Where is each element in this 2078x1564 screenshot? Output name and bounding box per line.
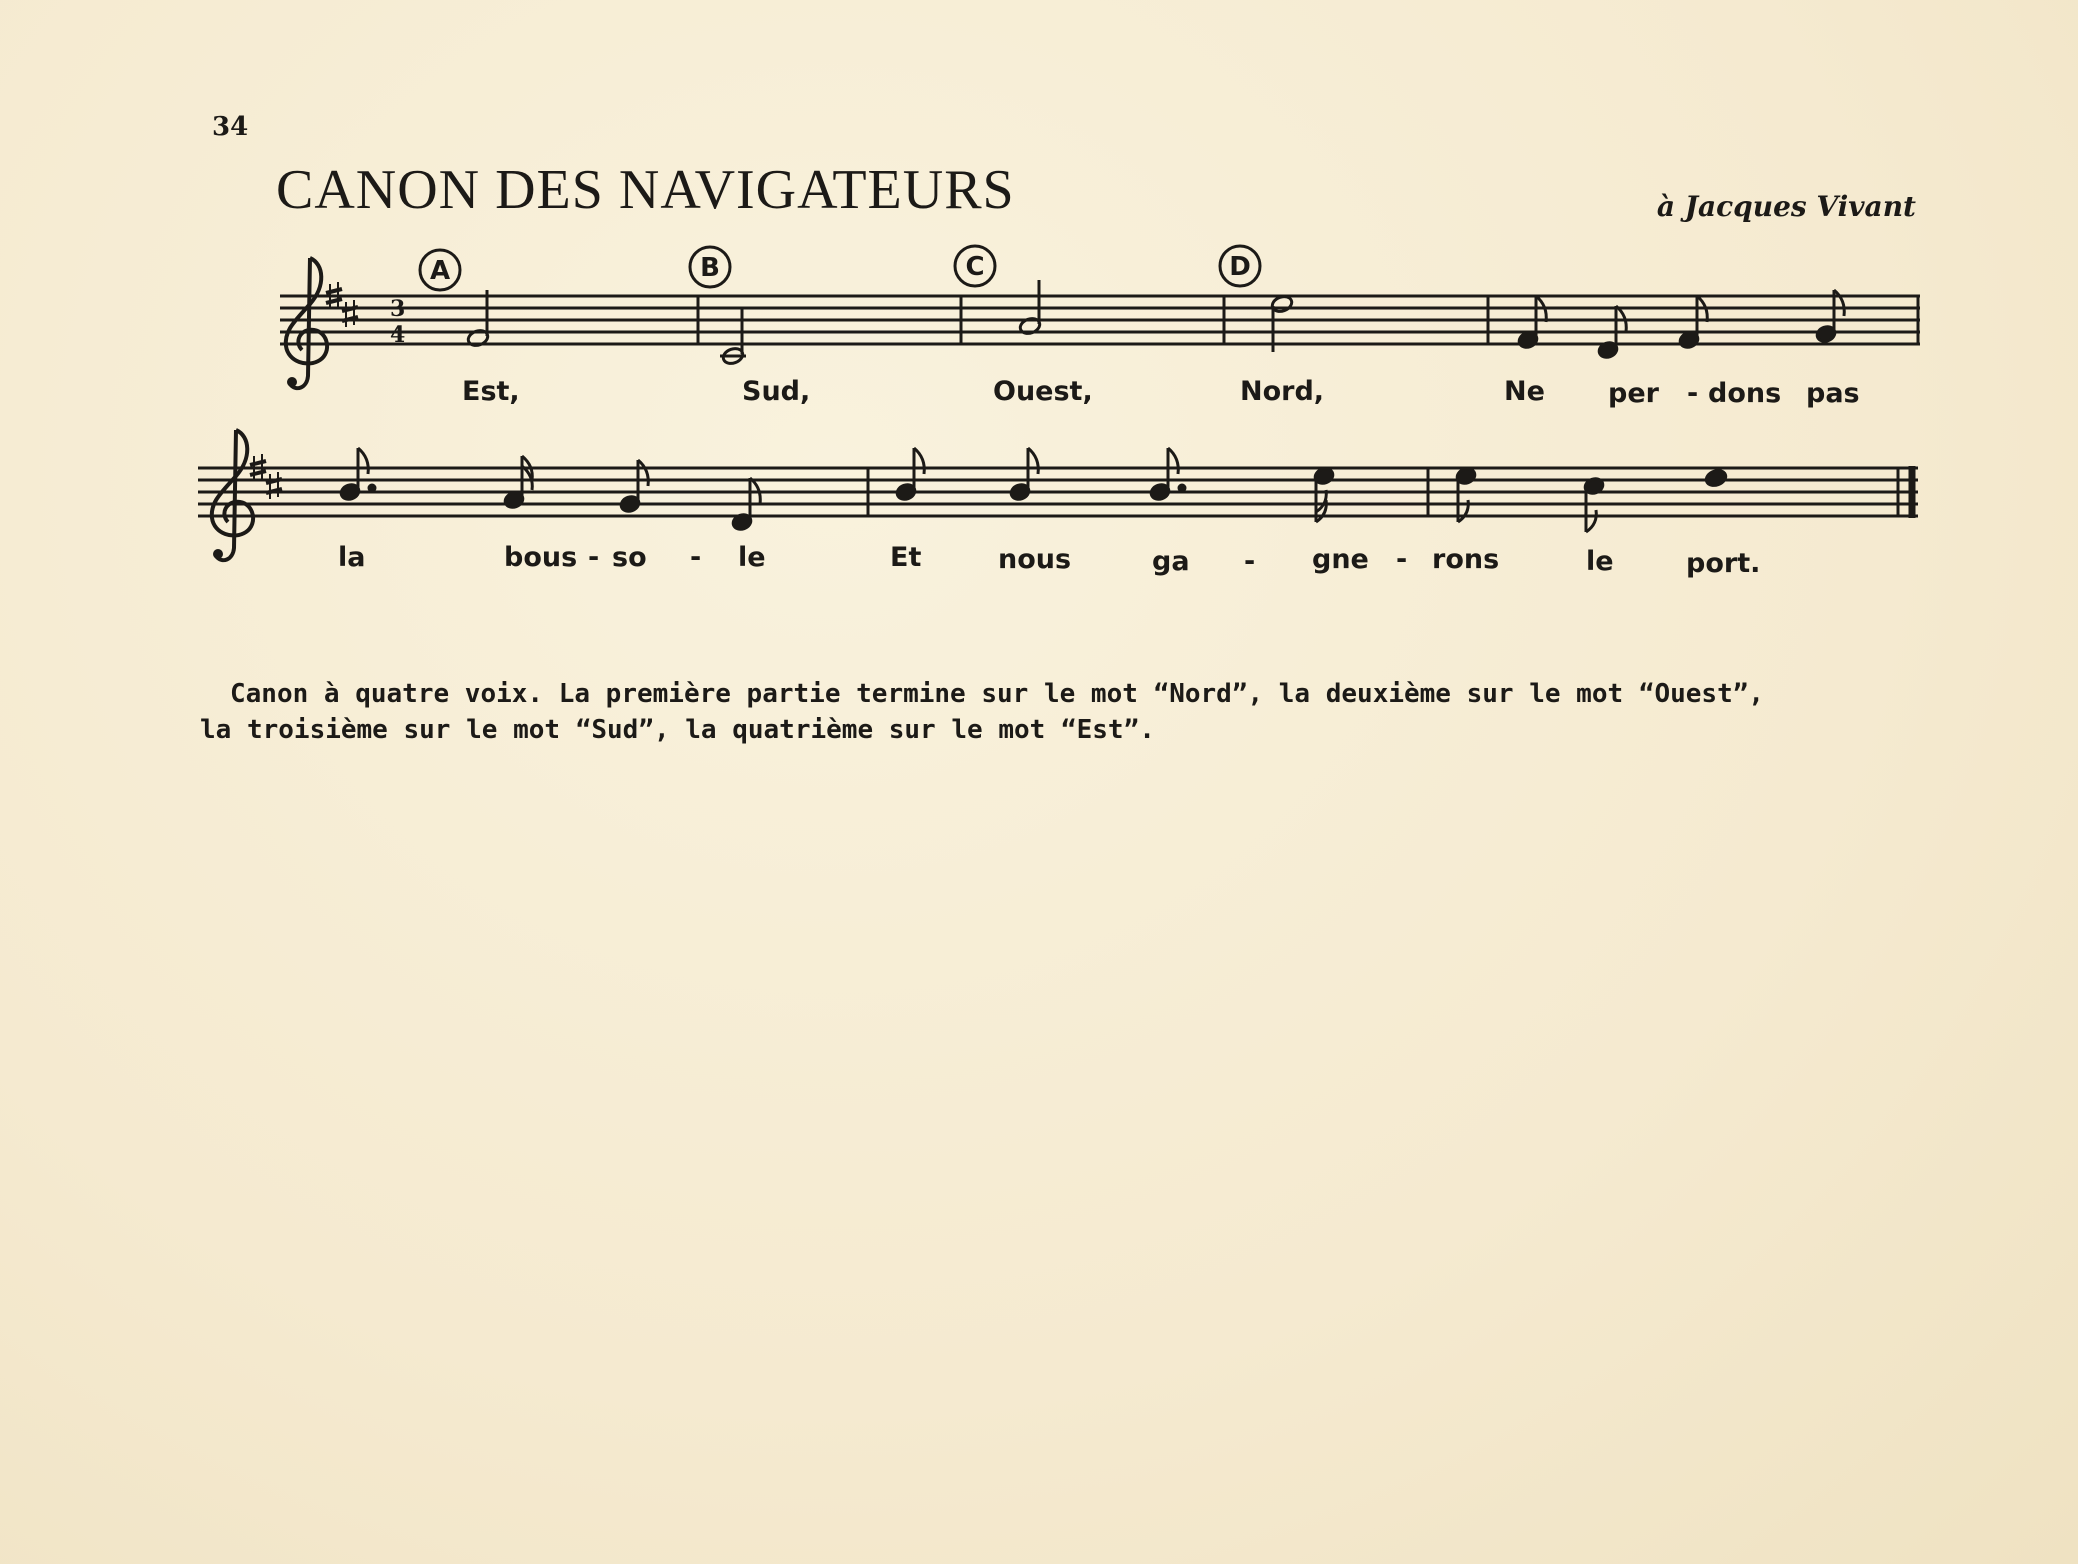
sharp-icon	[342, 300, 358, 327]
svg-text:so: so	[612, 542, 647, 573]
svg-text:ga: ga	[1152, 546, 1190, 577]
svg-text:la: la	[338, 542, 366, 573]
quarter-note	[1704, 468, 1728, 488]
svg-text:Et: Et	[890, 542, 922, 573]
svg-text:D: D	[1229, 252, 1251, 282]
svg-text:3: 3	[390, 296, 406, 322]
svg-text:-: -	[1396, 544, 1408, 575]
svg-text:le: le	[1586, 546, 1614, 577]
dotted-eighth-note	[1149, 448, 1185, 502]
time-signature	[390, 296, 405, 348]
performance-note-line-2: la troisième sur le mot “Sud”, la quatrième sur le mot “Est”.	[200, 715, 1155, 745]
lyrics-system-1	[462, 376, 1860, 409]
svg-text:C: C	[965, 252, 985, 282]
svg-text:-: -	[1244, 546, 1256, 577]
performance-note	[200, 676, 1940, 748]
treble-clef-icon	[286, 258, 327, 388]
svg-text:Nord,: Nord,	[1240, 376, 1325, 407]
svg-text:4: 4	[390, 322, 406, 348]
staff-system-2	[198, 430, 1918, 579]
eighth-note	[1517, 296, 1546, 350]
notes-system-2	[339, 448, 1728, 532]
eighth-note	[1009, 448, 1038, 502]
sixteenth-note	[1313, 466, 1335, 522]
performance-note-line-1: Canon à quatre voix. La première partie termine sur le mot “Nord”, la deuxième sur le mot “Ouest”,	[230, 679, 1765, 709]
svg-text:Sud,: Sud,	[742, 376, 811, 407]
eighth-note	[1815, 290, 1844, 344]
svg-text:Ne: Ne	[1504, 376, 1545, 407]
rehearsal-mark-d	[1220, 246, 1260, 286]
svg-text:nous: nous	[998, 544, 1072, 575]
rehearsal-mark-c	[955, 246, 995, 286]
lyrics-system-2	[338, 542, 1760, 579]
svg-text:bous: bous	[504, 542, 578, 573]
svg-text:Ouest,: Ouest,	[993, 376, 1093, 407]
svg-text:-: -	[690, 542, 702, 573]
svg-text:Est,: Est,	[462, 376, 520, 407]
eighth-note	[1678, 296, 1707, 350]
rehearsal-mark-b	[690, 247, 730, 287]
sixteenth-note	[503, 456, 532, 510]
dotted-eighth-note	[339, 448, 375, 502]
svg-text:rons: rons	[1432, 544, 1500, 575]
sharp-icon	[266, 472, 282, 499]
eighth-notes-system-1	[1517, 290, 1844, 360]
svg-text:-: -	[1687, 378, 1699, 409]
page-number: 34	[212, 112, 249, 142]
svg-text:B: B	[700, 253, 720, 283]
half-note	[720, 308, 746, 366]
dotted-eighth-note	[1455, 466, 1477, 522]
svg-text:A: A	[429, 256, 451, 286]
eighth-note	[895, 448, 924, 502]
svg-text:port.: port.	[1686, 548, 1761, 579]
notes-system-1	[466, 280, 1294, 366]
svg-text:le: le	[738, 542, 766, 573]
staff-system-1	[280, 246, 1920, 409]
svg-text:gne: gne	[1312, 544, 1369, 575]
staff-lines-2	[198, 468, 1918, 516]
page-title: CANON DES NAVIGATEURS	[276, 159, 1015, 221]
staff-lines-1	[280, 296, 1920, 344]
svg-text:-: -	[588, 542, 600, 573]
svg-text:pas: pas	[1806, 378, 1860, 409]
dedication: à Jacques Vivant	[1656, 190, 1916, 223]
treble-clef-icon	[212, 430, 253, 560]
svg-text:per: per	[1608, 378, 1659, 409]
svg-text:dons: dons	[1708, 378, 1782, 409]
rehearsal-mark-a	[420, 250, 460, 290]
